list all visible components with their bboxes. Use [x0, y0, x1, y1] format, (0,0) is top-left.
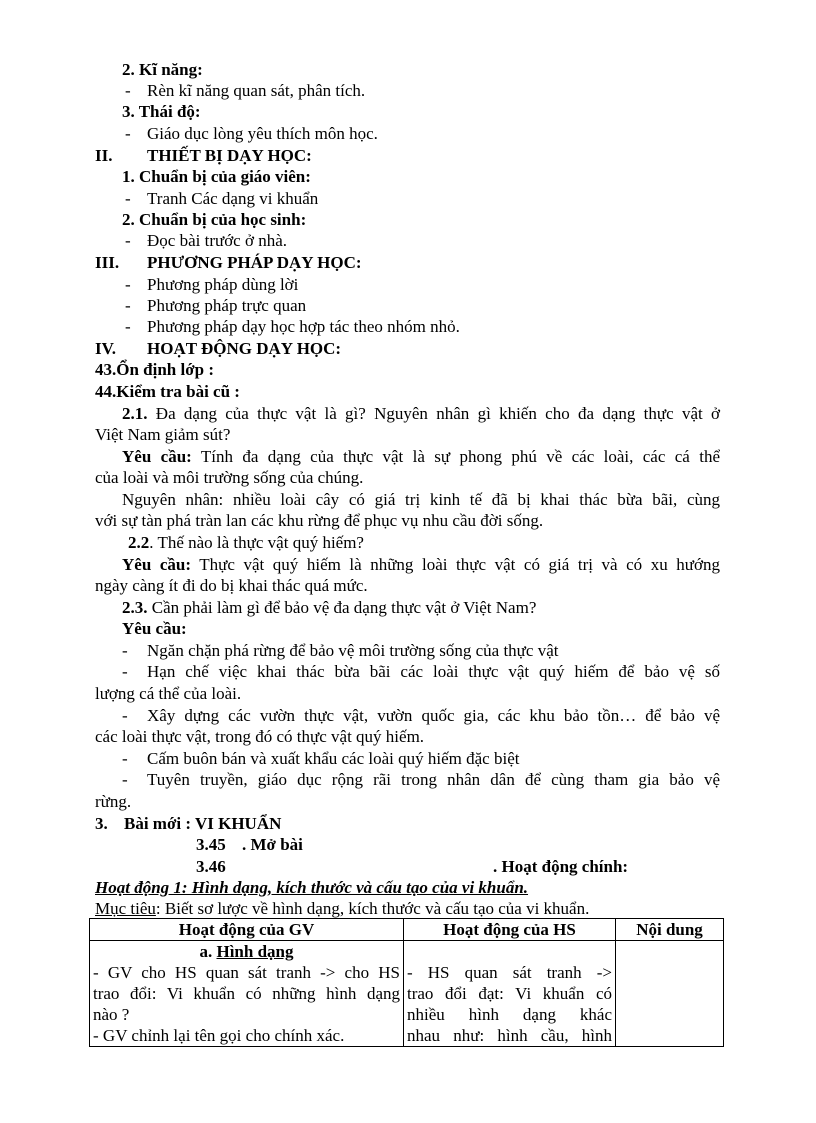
- student-activity-cell: [404, 941, 616, 1047]
- student-line-4: nhau như: hình cầu, hình: [407, 1026, 612, 1045]
- answer-2-1-line-4: với sự tàn phá tràn lan các khu rừng để phục vụ nhu cầu đời sống.: [95, 511, 544, 530]
- new-lesson-colon-title: [181, 814, 281, 833]
- goal-line: [95, 898, 589, 919]
- activity-1-title-text: Hoạt động 1: Hình dạng, kích thước và cấu tạo của vi khuẩn.: [95, 878, 529, 897]
- requirement-item-2-line-1: Hạn chế việc khai thác bừa bãi các loài thực vật quý hiếm để bảo vệ số: [147, 662, 720, 681]
- section-2-number: II.: [95, 146, 113, 165]
- question-2-3-text: Cần phải làm gì để bảo vệ đa dạng thực vật ở Việt Nam?: [147, 598, 537, 617]
- table-row: [90, 941, 724, 1047]
- teacher-line-4: - GV chỉnh lại tên gọi cho chính xác.: [93, 1026, 345, 1045]
- question-2-1-line-2: Việt Nam giảm sút?: [95, 425, 231, 444]
- attitude-item: Giáo dục lòng yêu thích môn học.: [147, 124, 378, 143]
- student-prep-heading: 2. Chuẩn bị của học sinh:: [122, 210, 307, 229]
- question-2-3-line: [122, 597, 536, 618]
- answer-2-2-text: Thực vật quý hiếm là những loài thực vật có giá trị và có xu hướng: [191, 555, 720, 574]
- section-3-title: PHƯƠNG PHÁP DẠY HỌC:: [147, 253, 362, 272]
- teacher-prep-item: Tranh Các dạng vi khuẩn: [147, 189, 319, 208]
- question-2-2-text: . Thế nào là thực vật quý hiếm?: [149, 533, 364, 552]
- bullet-dash: -: [122, 770, 128, 789]
- question-2-1-number: 2.1.: [122, 404, 148, 423]
- bullet-dash: -: [125, 124, 131, 143]
- requirement-item-5-line-1: Tuyên truyền, giáo dục rộng rãi trong nhân dân để cùng tham gia bảo vệ: [147, 770, 720, 789]
- question-2-2-number: 2.2: [128, 533, 150, 552]
- table-header-row: [90, 919, 724, 941]
- requirement-item-2-line-2: lượng cá thể của loài.: [95, 684, 242, 703]
- teacher-prep-heading: 1. Chuẩn bị của giáo viên:: [122, 167, 311, 186]
- question-2-1-line-1: [122, 403, 720, 424]
- method-item-1: Phương pháp dùng lời: [147, 275, 299, 294]
- intro-number: 3.45: [196, 835, 226, 854]
- section-2-title: THIẾT BỊ DẠY HỌC:: [147, 146, 312, 165]
- main-activity-text: . Hoạt động chính:: [493, 857, 629, 876]
- section-4-number: IV.: [95, 339, 116, 358]
- teacher-line-1: - GV cho HS quan sát tranh -> cho HS: [93, 963, 400, 982]
- bullet-dash: -: [125, 275, 131, 294]
- student-line-1: - HS quan sát tranh ->: [407, 963, 612, 982]
- method-item-3: Phương pháp dạy học hợp tác theo nhóm nhỏ.: [147, 317, 460, 336]
- skills-heading: 2. Kĩ năng:: [122, 60, 203, 79]
- question-2-1-text: Đa dạng của thực vật là gì? Nguyên nhân gì khiến cho đa dạng thực vật ở: [147, 404, 720, 423]
- new-lesson-title: : VI KHUẨN: [185, 814, 282, 833]
- requirement-label: Yêu cầu:: [122, 555, 191, 574]
- teacher-activity-cell: [90, 941, 404, 1047]
- new-lesson-number: 3.: [95, 814, 108, 833]
- teacher-subheading-prefix: a.: [199, 942, 217, 961]
- goal-label: Mục tiêu: [95, 899, 156, 918]
- attitude-heading: 3. Thái độ:: [122, 102, 201, 121]
- header-teacher-activity: Hoạt động của GV: [90, 919, 404, 941]
- content-cell: [616, 941, 724, 1047]
- bullet-dash: -: [122, 662, 128, 681]
- requirement-item-3-line-1: Xây dựng các vườn thực vật, vườn quốc gia, các khu bảo tồn… để bảo vệ: [147, 706, 720, 725]
- bullet-dash: -: [125, 81, 131, 100]
- teacher-line-3: nào ?: [93, 1005, 130, 1024]
- header-student-activity: Hoạt động của HS: [404, 919, 616, 941]
- bullet-dash: -: [125, 231, 131, 250]
- section-3-number: III.: [95, 253, 120, 272]
- teacher-subheading-text: Hình dạng: [216, 942, 294, 961]
- requirement-item-1: Ngăn chặn phá rừng để bảo vệ môi trường sống của thực vật: [147, 641, 559, 660]
- answer-2-1-line-1: [122, 446, 720, 467]
- class-order-heading: 43.Ổn định lớp :: [95, 360, 215, 379]
- bullet-dash: -: [122, 749, 128, 768]
- answer-2-1-line-2: của loài và môi trường sống của chúng.: [95, 468, 364, 487]
- student-prep-item: Đọc bài trước ở nhà.: [147, 231, 288, 250]
- method-item-2: Phương pháp trực quan: [147, 296, 307, 315]
- question-2-2-line: [128, 532, 364, 553]
- activity-1-title: [95, 877, 528, 898]
- requirement-item-5-line-2: rừng.: [95, 792, 132, 811]
- teacher-subheading: [93, 941, 400, 962]
- answer-2-2-line-2: ngày càng ít đi do bị khai thác quá mức.: [95, 576, 368, 595]
- skills-item: Rèn kĩ năng quan sát, phân tích.: [147, 81, 366, 100]
- student-line-2: trao đổi đạt: Vi khuẩn có: [407, 984, 612, 1003]
- teacher-line-2: trao đổi: Vi khuẩn có những hình dạng: [93, 984, 400, 1003]
- requirement-label: Yêu cầu:: [122, 619, 187, 638]
- header-content: Nội dung: [616, 919, 724, 941]
- new-lesson-label: Bài mới: [124, 814, 182, 833]
- goal-text: : Biết sơ lược về hình dạng, kích thước và cấu tạo của vi khuẩn.: [155, 899, 590, 918]
- lesson-activity-table: [89, 918, 724, 1047]
- bullet-dash: -: [122, 641, 128, 660]
- answer-2-1-text: Tính đa dạng của thực vật là sự phong phú về các loài, các cá thể: [191, 447, 720, 466]
- bullet-dash: -: [125, 317, 131, 336]
- new-lesson-heading: [124, 813, 281, 834]
- bullet-dash: -: [122, 706, 128, 725]
- question-2-3-number: 2.3.: [122, 598, 148, 617]
- requirement-item-4: Cấm buôn bán và xuất khẩu các loài quý hiếm đặc biệt: [147, 749, 520, 768]
- old-lesson-heading: 44.Kiểm tra bài cũ :: [95, 382, 240, 401]
- requirement-label: Yêu cầu:: [122, 447, 192, 466]
- intro-text: . Mở bài: [242, 835, 303, 854]
- bullet-dash: -: [125, 296, 131, 315]
- student-line-blank: [407, 941, 612, 962]
- section-4-title: HOẠT ĐỘNG DẠY HỌC:: [147, 339, 342, 358]
- requirement-item-3-line-2: các loài thực vật, trong đó có thực vật quý hiếm.: [95, 727, 425, 746]
- student-line-3: nhiều hình dạng khác: [407, 1005, 612, 1024]
- bullet-dash: -: [125, 189, 131, 208]
- main-activity-number: 3.46: [196, 857, 226, 876]
- answer-2-1-line-3: Nguyên nhân: nhiều loài cây có giá trị kinh tế đã bị khai thác bừa bãi, cùng: [122, 490, 720, 509]
- answer-2-2-line-1: [122, 554, 720, 575]
